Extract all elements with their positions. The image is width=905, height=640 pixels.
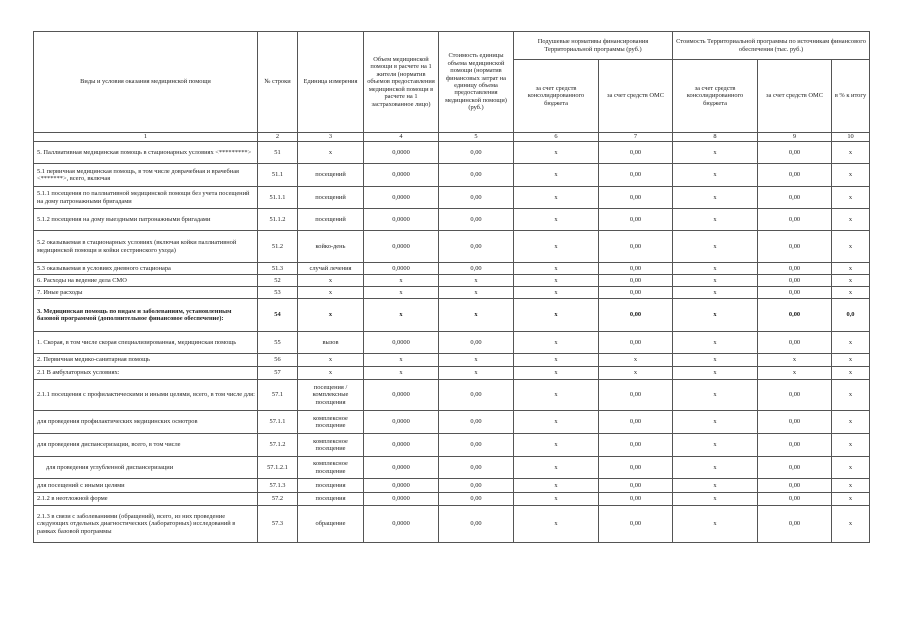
table-cell-oms: 0,00 <box>599 434 673 457</box>
table-cell-oms-2: 0,00 <box>758 434 832 457</box>
table-row <box>34 434 870 457</box>
table-cell-row-no: 55 <box>258 332 298 354</box>
table-cell-volume: 0,0000 <box>364 380 439 411</box>
col-number: 8 <box>673 133 758 142</box>
table-cell-unit: посещения <box>298 493 364 506</box>
table-cell-volume: 0,0000 <box>364 209 439 231</box>
table-cell-budget-2: x <box>673 380 758 411</box>
table-cell-row-no: 57.1.2 <box>258 434 298 457</box>
table-cell-budget: x <box>514 287 599 299</box>
table-cell-pct: x <box>832 434 870 457</box>
table-cell-name: 5. Паллиативная медицинская помощь в стационарных условиях <*********> <box>34 142 258 164</box>
table-cell-cost: 0,00 <box>439 506 514 543</box>
table-cell-budget: x <box>514 187 599 209</box>
table-cell-oms: x <box>599 367 673 380</box>
table-cell-pct: x <box>832 506 870 543</box>
table-cell-pct: x <box>832 354 870 367</box>
header-cost: Стоимость единицы объема медицинской помощи (норматив финансовых затрат на единицу объема предоставления медицинской помощи) (руб.) <box>439 32 514 133</box>
header-oms-2: за счет средств ОМС <box>758 60 832 133</box>
table-cell-oms: 0,00 <box>599 479 673 493</box>
col-number: 5 <box>439 133 514 142</box>
table-cell-unit: посещений <box>298 209 364 231</box>
table-cell-oms-2: 0,00 <box>758 287 832 299</box>
table-cell-unit: посещений <box>298 187 364 209</box>
table-cell-cost: 0,00 <box>439 479 514 493</box>
table-row <box>34 411 870 434</box>
table-cell-oms: 0,00 <box>599 506 673 543</box>
table-cell-budget-2: x <box>673 493 758 506</box>
table-cell-oms: 0,00 <box>599 457 673 479</box>
table-cell-pct: x <box>832 479 870 493</box>
header-per-capita-group: Подушевые нормативы финансирования Территориальной программы (руб.) <box>514 32 673 60</box>
program-cost-table <box>33 31 870 543</box>
table-cell-budget-2: x <box>673 332 758 354</box>
table-row <box>34 457 870 479</box>
table-row <box>34 164 870 187</box>
table-cell-volume: x <box>364 275 439 287</box>
table-cell-budget-2: x <box>673 187 758 209</box>
table-cell-budget: x <box>514 332 599 354</box>
table-cell-oms-2: 0,00 <box>758 275 832 287</box>
table-row <box>34 506 870 543</box>
table-cell-oms-2: 0,00 <box>758 187 832 209</box>
table-cell-oms-2: x <box>758 354 832 367</box>
table-cell-budget: x <box>514 209 599 231</box>
table-cell-volume: 0,0000 <box>364 506 439 543</box>
table-cell-cost: 0,00 <box>439 187 514 209</box>
col-number: 6 <box>514 133 599 142</box>
table-cell-name: 6. Расходы на ведение дела СМО <box>34 275 258 287</box>
table-cell-oms-2: 0,00 <box>758 493 832 506</box>
table-cell-oms-2: 0,00 <box>758 263 832 275</box>
table-cell-unit: комплексное посещение <box>298 457 364 479</box>
table-cell-cost: 0,00 <box>439 263 514 275</box>
table-cell-volume: 0,0000 <box>364 332 439 354</box>
table-cell-cost: 0,00 <box>439 142 514 164</box>
table-row <box>34 367 870 380</box>
table-cell-name: 5.1.1 посещения по паллиативной медицинской помощи без учета посещений на дому патронажными бригадами <box>34 187 258 209</box>
table-cell-cost: 0,00 <box>439 380 514 411</box>
table-cell-budget-2: x <box>673 506 758 543</box>
table-cell-budget: x <box>514 457 599 479</box>
table-cell-oms: 0,00 <box>599 299 673 332</box>
table-cell-cost: x <box>439 299 514 332</box>
header-row-no: № строки <box>258 32 298 133</box>
table-cell-unit: x <box>298 287 364 299</box>
table-cell-oms: x <box>599 354 673 367</box>
col-number: 10 <box>832 133 870 142</box>
table-cell-name: 2. Первичная медико-санитарная помощь <box>34 354 258 367</box>
table-cell-row-no: 57.3 <box>258 506 298 543</box>
table-cell-cost: 0,00 <box>439 209 514 231</box>
table-row <box>34 299 870 332</box>
table-cell-oms: 0,00 <box>599 209 673 231</box>
table-cell-volume: 0,0000 <box>364 411 439 434</box>
table-body <box>34 142 870 543</box>
table-cell-volume: 0,0000 <box>364 263 439 275</box>
table-row <box>34 493 870 506</box>
col-number: 3 <box>298 133 364 142</box>
col-number: 2 <box>258 133 298 142</box>
table-cell-budget: x <box>514 354 599 367</box>
table-cell-cost: 0,00 <box>439 457 514 479</box>
table-cell-cost: 0,00 <box>439 434 514 457</box>
table-cell-unit: посещения <box>298 479 364 493</box>
table-cell-budget: x <box>514 506 599 543</box>
table-cell-pct: x <box>832 332 870 354</box>
table-cell-pct: x <box>832 164 870 187</box>
table-cell-pct: x <box>832 142 870 164</box>
table-cell-name: 5.3 оказываемая в условиях дневного стационара <box>34 263 258 275</box>
table-cell-oms: 0,00 <box>599 332 673 354</box>
table-cell-row-no: 57.1.1 <box>258 411 298 434</box>
table-cell-oms: 0,00 <box>599 380 673 411</box>
table-row <box>34 354 870 367</box>
table-cell-row-no: 57 <box>258 367 298 380</box>
table-cell-unit: случай лечения <box>298 263 364 275</box>
header-unit: Единица измерения <box>298 32 364 133</box>
table-cell-volume: x <box>364 299 439 332</box>
table-cell-pct: x <box>832 411 870 434</box>
table-cell-cost: x <box>439 367 514 380</box>
table-cell-volume: 0,0000 <box>364 187 439 209</box>
table-cell-volume: x <box>364 287 439 299</box>
table-cell-budget: x <box>514 275 599 287</box>
table-cell-oms: 0,00 <box>599 493 673 506</box>
table-cell-row-no: 51 <box>258 142 298 164</box>
table-cell-pct: x <box>832 231 870 263</box>
header-name: Виды и условия оказания медицинской помощи <box>34 32 258 133</box>
table-cell-name: 5.1 первичная медицинская помощь, в том числе доврачебная и врачебная <*******>, всего, включая <box>34 164 258 187</box>
table-cell-name: 3. Медицинская помощь по видам и заболеваниям, установленным базовой программой (дополнительное финансовое обеспечение): <box>34 299 258 332</box>
table-cell-volume: 0,0000 <box>364 479 439 493</box>
table-cell-oms-2: 0,00 <box>758 380 832 411</box>
table-cell-budget: x <box>514 299 599 332</box>
table-cell-pct: x <box>832 380 870 411</box>
table-cell-oms-2: 0,00 <box>758 411 832 434</box>
table-row <box>34 275 870 287</box>
table-cell-name: для проведения углубленной диспансеризации <box>34 457 258 479</box>
table-cell-budget: x <box>514 434 599 457</box>
table-cell-name: 1. Скорая, в том числе скорая специализированная, медицинская помощь <box>34 332 258 354</box>
table-cell-oms: 0,00 <box>599 187 673 209</box>
table-cell-oms-2: 0,00 <box>758 164 832 187</box>
table-cell-unit: вызов <box>298 332 364 354</box>
table-cell-pct: x <box>832 263 870 275</box>
table-cell-budget: x <box>514 493 599 506</box>
table-cell-budget-2: x <box>673 434 758 457</box>
table-cell-budget: x <box>514 411 599 434</box>
table-cell-unit: обращение <box>298 506 364 543</box>
table-cell-unit: койко-день <box>298 231 364 263</box>
table-cell-cost: 0,00 <box>439 493 514 506</box>
table-cell-budget-2: x <box>673 209 758 231</box>
table-cell-budget-2: x <box>673 479 758 493</box>
table-cell-cost: 0,00 <box>439 231 514 263</box>
table-cell-row-no: 54 <box>258 299 298 332</box>
table-cell-unit: x <box>298 142 364 164</box>
col-number: 7 <box>599 133 673 142</box>
table-cell-row-no: 56 <box>258 354 298 367</box>
table-row <box>34 231 870 263</box>
table-cell-oms: 0,00 <box>599 287 673 299</box>
table-cell-budget: x <box>514 142 599 164</box>
table-cell-oms-2: 0,00 <box>758 231 832 263</box>
table-cell-oms-2: x <box>758 367 832 380</box>
table-row <box>34 263 870 275</box>
table-cell-cost: 0,00 <box>439 411 514 434</box>
table-cell-budget-2: x <box>673 354 758 367</box>
document-page <box>33 31 869 543</box>
table-row <box>34 332 870 354</box>
col-number: 4 <box>364 133 439 142</box>
table-cell-row-no: 57.2 <box>258 493 298 506</box>
table-cell-budget: x <box>514 231 599 263</box>
table-row <box>34 187 870 209</box>
table-cell-name: 7. Иные расходы <box>34 287 258 299</box>
table-cell-cost: 0,00 <box>439 332 514 354</box>
table-row <box>34 209 870 231</box>
table-cell-unit: x <box>298 275 364 287</box>
table-cell-budget: x <box>514 263 599 275</box>
table-cell-name: 2.1 В амбулаторных условиях: <box>34 367 258 380</box>
table-cell-row-no: 51.2 <box>258 231 298 263</box>
table-cell-oms-2: 0,00 <box>758 142 832 164</box>
table-cell-budget-2: x <box>673 231 758 263</box>
table-cell-budget-2: x <box>673 299 758 332</box>
table-cell-row-no: 53 <box>258 287 298 299</box>
table-row <box>34 479 870 493</box>
table-cell-oms: 0,00 <box>599 275 673 287</box>
col-number: 1 <box>34 133 258 142</box>
table-cell-name: 2.1.2 в неотложной форме <box>34 493 258 506</box>
table-cell-budget-2: x <box>673 275 758 287</box>
table-cell-row-no: 57.1 <box>258 380 298 411</box>
table-cell-pct: x <box>832 367 870 380</box>
table-cell-budget-2: x <box>673 287 758 299</box>
table-cell-volume: 0,0000 <box>364 457 439 479</box>
table-cell-volume: x <box>364 367 439 380</box>
header-total-group: Стоимость Территориальной программы по источникам финансового обеспечения (тыс. руб.) <box>673 32 870 60</box>
header-pct: в % к итогу <box>832 60 870 133</box>
table-cell-unit: x <box>298 367 364 380</box>
header-budget-2: за счет средств консолидированного бюджета <box>673 60 758 133</box>
table-cell-pct: x <box>832 275 870 287</box>
table-cell-name: 5.1.2 посещения на дому выездными патронажными бригадами <box>34 209 258 231</box>
table-cell-volume: 0,0000 <box>364 142 439 164</box>
table-cell-oms-2: 0,00 <box>758 479 832 493</box>
table-row <box>34 380 870 411</box>
table-cell-oms: 0,00 <box>599 142 673 164</box>
table-cell-oms-2: 0,00 <box>758 506 832 543</box>
table-cell-cost: x <box>439 287 514 299</box>
table-cell-row-no: 51.1.1 <box>258 187 298 209</box>
header-budget: за счет средств консолидированного бюджета <box>514 60 599 133</box>
table-row <box>34 142 870 164</box>
table-cell-budget: x <box>514 479 599 493</box>
table-cell-volume: 0,0000 <box>364 434 439 457</box>
table-cell-cost: x <box>439 354 514 367</box>
table-cell-name: для проведения профилактических медицинских осмотров <box>34 411 258 434</box>
table-cell-unit: посещения / комплексные посещения <box>298 380 364 411</box>
table-cell-volume: 0,0000 <box>364 164 439 187</box>
table-cell-row-no: 51.3 <box>258 263 298 275</box>
table-cell-unit: комплексное посещение <box>298 434 364 457</box>
table-cell-budget-2: x <box>673 457 758 479</box>
table-cell-oms: 0,00 <box>599 411 673 434</box>
table-cell-row-no: 57.1.3 <box>258 479 298 493</box>
table-cell-volume: 0,0000 <box>364 231 439 263</box>
table-cell-row-no: 57.1.2.1 <box>258 457 298 479</box>
table-cell-name: для посещений с иными целями <box>34 479 258 493</box>
table-cell-pct: x <box>832 187 870 209</box>
table-cell-name: для проведения диспансеризации, всего, в том числе <box>34 434 258 457</box>
table-cell-budget-2: x <box>673 142 758 164</box>
table-row <box>34 287 870 299</box>
col-number: 9 <box>758 133 832 142</box>
header-volume: Объем медицинской помощи в расчете на 1 жителя (норматив объемов предоставления медицинской помощи в расчете на 1 застрахованное лицо) <box>364 32 439 133</box>
header-oms: за счет средств ОМС <box>599 60 673 133</box>
table-cell-pct: 0,0 <box>832 299 870 332</box>
table-cell-unit: посещений <box>298 164 364 187</box>
table-cell-budget: x <box>514 367 599 380</box>
table-cell-cost: 0,00 <box>439 164 514 187</box>
table-cell-budget-2: x <box>673 411 758 434</box>
table-cell-oms: 0,00 <box>599 263 673 275</box>
table-cell-pct: x <box>832 457 870 479</box>
table-cell-budget-2: x <box>673 164 758 187</box>
table-cell-name: 5.2 оказываемая в стационарных условиях (включая койки паллиативной медицинской помощи и койки сестринского ухода) <box>34 231 258 263</box>
table-cell-budget-2: x <box>673 263 758 275</box>
table-cell-pct: x <box>832 287 870 299</box>
table-cell-budget: x <box>514 164 599 187</box>
table-cell-oms-2: 0,00 <box>758 299 832 332</box>
table-cell-oms-2: 0,00 <box>758 332 832 354</box>
table-cell-name: 2.1.3 в связи с заболеваниями (обращений), всего, из них проведение следующих отдельных диагностических (лабораторных) исследований в рамках базовой программы <box>34 506 258 543</box>
table-cell-oms-2: 0,00 <box>758 457 832 479</box>
table-cell-row-no: 51.1 <box>258 164 298 187</box>
table-cell-pct: x <box>832 493 870 506</box>
table-cell-name: 2.1.1 посещения с профилактическими и иными целями, всего, в том числе для: <box>34 380 258 411</box>
table-cell-oms: 0,00 <box>599 164 673 187</box>
table-cell-unit: комплексное посещение <box>298 411 364 434</box>
table-cell-unit: x <box>298 299 364 332</box>
table-cell-budget-2: x <box>673 367 758 380</box>
table-cell-volume: 0,0000 <box>364 493 439 506</box>
table-cell-row-no: 51.1.2 <box>258 209 298 231</box>
column-number-row <box>34 133 870 142</box>
table-cell-budget: x <box>514 380 599 411</box>
table-cell-volume: x <box>364 354 439 367</box>
table-cell-oms-2: 0,00 <box>758 209 832 231</box>
table-cell-oms: 0,00 <box>599 231 673 263</box>
table-cell-pct: x <box>832 209 870 231</box>
table-cell-unit: x <box>298 354 364 367</box>
table-cell-cost: x <box>439 275 514 287</box>
table-cell-row-no: 52 <box>258 275 298 287</box>
